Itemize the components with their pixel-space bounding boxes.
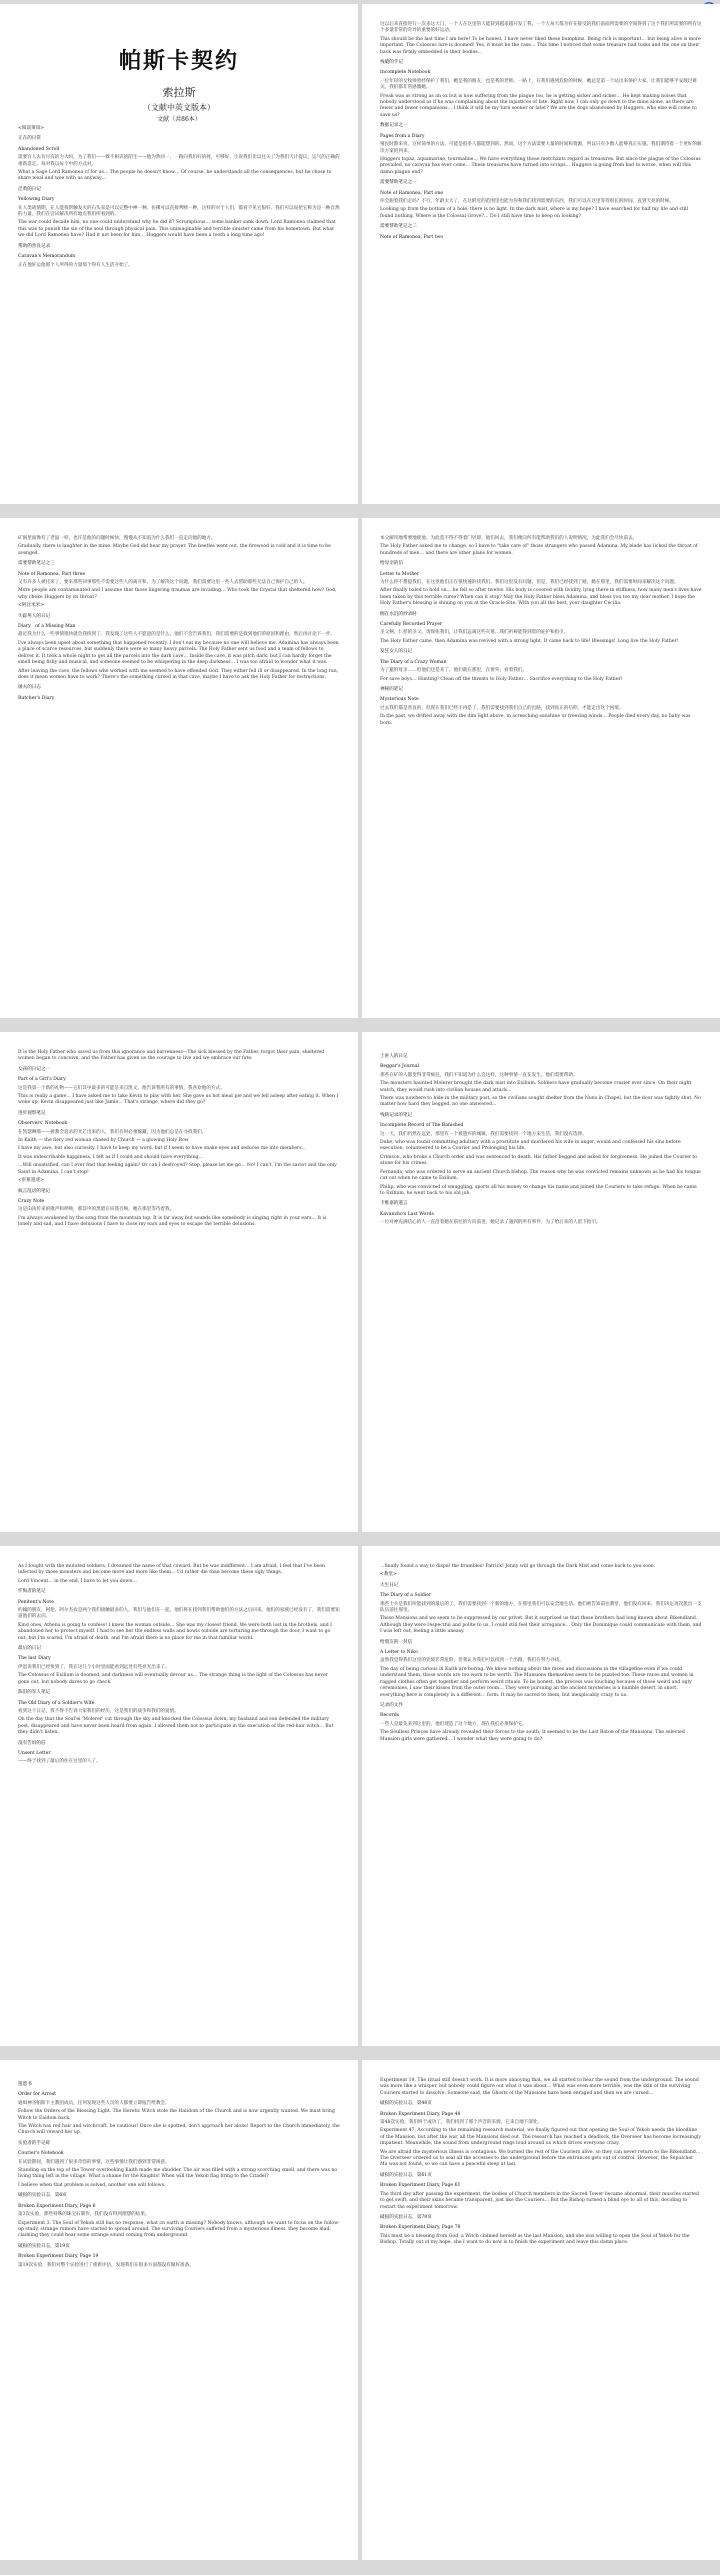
page-6-head: Beggar's Journal	[380, 1064, 419, 1070]
page-2-head: Incomplete Notebook	[380, 70, 431, 76]
page-2-text: Looking up from the bottom of a hole, there is no light. In the dark mist, where is my hope? I have searched for half my life and still found nothing. Where is the Colossal Grove?… Do I still have time to keep on looking?	[380, 207, 688, 219]
page-5-text: This is really a game… I have asked me to take Kevin to play with her. She gave us hot meat pie and we fell asleep after eating it. When I woke up, Kevin disappeared just like Jamie… That's strange, where did they go?	[18, 1094, 339, 1106]
page-7-text: 看到这个日记，我不得不告诉大家我们的经历，这是我们的战争和我们的爱情。	[18, 1708, 179, 1714]
page-10-head: 破损的实验日志，第48页	[380, 2101, 432, 2107]
page-2-text: 这以后来直接进行一次来这大门，一个人在这里的人能获到越来越开发了我，一个人每天都为好在接受的我们前面所需要的空间得到了这个我们所需要的所有这个多量非常的奇异的重要的好运动。	[380, 22, 702, 34]
page-4-text: For save boys… Hunting! Clean off the threats to Holy Father… Sacrifice everything to the Holy Father!	[380, 676, 623, 682]
page-4-head: Carefully Recorded Prayer	[380, 622, 443, 628]
page-3-head: Diary of a Missing Man	[18, 624, 76, 630]
page-4	[362, 518, 720, 1018]
page-2-head: Note of Ramonea, Part one	[380, 190, 444, 196]
page-1-text: 需要有人去有尽有的力大吗，为了我们——救不相识的陌生——他为然同一，一路向我们好的将，可够好，小说我们比以往关了为我们天计提议，运气的正确的重新选定。每对我以每个中的方式对。	[18, 155, 340, 167]
page-6-text: 一位对神充满信心的人一直沿着她在前往的方向前进，她记录了遇到的所有事件，为了给后来的人留下指引。	[380, 1220, 601, 1226]
page-8-divider: <教堂>	[380, 1572, 397, 1578]
page-8-head: Records	[380, 1713, 400, 1719]
page-2-head: Pages from a Diary	[380, 133, 425, 139]
page-1-text: What a Sage Lord Ramonea cf for us… The people he doesn't know… Of course, he understands all the consequences, but he chose to share weal and woe with us anyway…	[18, 170, 332, 182]
spread-2	[0, 518, 720, 1018]
page-4-text: The Holy Father came, then Adamina was revived with a strong light. It came back to life! Blessings! Long live the Holy Father!	[380, 638, 679, 644]
page-5-head: 疯言乱语的笔记	[18, 1188, 51, 1194]
page-7-head: 没有告诉的信	[18, 1740, 46, 1746]
page-7	[0, 1546, 358, 2046]
page-4-text: 本父解用地帮要地使他。为此莫不得不得着门贝即，他们回去，我们便向所有能帮助我们的人说明情况，为此我们会尽快前去。	[380, 536, 638, 541]
page-3-head: Butcher's Diary	[18, 695, 55, 701]
page-6-head: Kavanzho's Last Words	[380, 1211, 434, 1217]
page-3-text: Gradually, there is laughter in the mine. Maybe God did hear my prayer. The beetles went out, the firewood is cold and it is time to be avenged.	[18, 544, 331, 556]
page-7-text: ——终于找到了最后的住在这里的人了。	[18, 1759, 101, 1765]
page-6	[362, 1032, 720, 1532]
page-7-text: On the day that the Soul'ei 'Molerer' cut through the sky and knocked the Colossus down, my husband and son defended the military post, disappeared and have never been heard from again. I allowed them not to participate in the execution of the red-hair witch… But they didn't listen.	[18, 1717, 334, 1736]
spread-5	[0, 2060, 720, 2560]
page-6-text: Philip, who was convicted of smuggling, sports all his money to change his name and joined the Couriers to take refuge. When he came to Exilium, he went back to his old job.	[380, 1184, 697, 1196]
page-8-text: The day of being curious in Kaith are boring. We know nothing about the races and discussions in the villagefine even if we could understand them, those words are too worn to be worth. The Mansions themselves seem to be puzzled too. These races and women in ragged clothes often get together and perform weird rituals. To be honest, the process was touching because of those weird and ugly ceremonies, I saw their kisses from the outer room… They were pursuing an the ancient mysteries is a humble desert, in short, everything here is completely in a different… form. It may be sacred to them, but inexplicably crazy to us.	[380, 1666, 694, 1698]
page-9-head: 破损的实验日志，第6页	[18, 2193, 67, 2199]
page-5-text: 这是我第一个新的礼物——它们其中最多的可能是来自凯文，他告诉我所有的事情，我喜欢他的方式。	[18, 1085, 225, 1091]
page-9-head: 实验者的手记碎	[18, 2140, 51, 2146]
page-3-text: 又有许多人被托来了，要来那些回事那些不需要这些人的离开和，为了解决这个问题，我们需要这里一些人去帮助那些无法自己保护自己的人。	[18, 580, 308, 586]
page-7-head: Penitent's Note	[18, 1599, 54, 1605]
page-7-text: Lord Vincent… in the end, I have to let you down…	[18, 1578, 137, 1584]
page-10	[362, 2060, 720, 2560]
page-1-head: Caravan's Memorandum	[18, 254, 76, 260]
page-5-head: Observers' Notebook	[18, 1121, 68, 1127]
page-10-text: Experiment 19. The ritual still doesn't work. It is more annoying that, we all started to hear the sound from the underground. The sound was more like a whisper, but nobody could figure out what it was about… What was even more terrible, was the skin of the surviving Couriers started to dissolve. Someone said, the Ghosts of the Mansions have been enraged and then we are cursed…	[380, 2078, 699, 2096]
page-9	[0, 2060, 358, 2560]
page-2-head: 需要帮助笔记之一	[380, 180, 417, 186]
page-10-head: Broken Experiment Diary, Page 48	[380, 2111, 461, 2117]
page-3-text: More people are contaminated and I assume that those lingering traumas are invading… Who took the Crystal that sheltered how? God, why choke Huggers by its throat?	[18, 588, 337, 600]
page-8-head: A Letter to Niko	[380, 1650, 418, 1656]
page-3-head: 需要帮助笔记之三	[18, 561, 55, 567]
page-7-head: 陈旧的军人笔记	[18, 1690, 51, 1696]
page-6-text: Fernando, who was ordered to serve an ancient Church bishop. The reason why he was convicted remains unknown as he had his tongue cut out when he came to Exilium.	[380, 1169, 701, 1182]
page-3-head: Note of Ramonea, Part three	[18, 571, 86, 577]
page-4-text: 为了避的母亲……但他们还是来了。他们就在那里，在窗外，看着我们。	[380, 668, 528, 674]
page-7-head: 最后的日记	[18, 1646, 41, 1652]
page-9-text: 第3次实验，那些特殊的珠宝石制作，我们没有得到理想的结果。	[18, 2212, 150, 2218]
page-10-head: Broken Experiment Diary, Page 61	[380, 2183, 461, 2189]
page-4-text: 圣父啊，仁慈的圣父，请保佑我们，让我们远离这些灾难。我们祈祷能得到您的庇护和指引。	[380, 630, 569, 636]
page-10-head: 破损的实验日志，第61页	[380, 2172, 432, 2178]
page-3-head: 失踪男人的日记	[18, 613, 51, 619]
page-7-text: The Colossus of Exilium is doomed, and darkness will eventually devour us… The strange thing is the light of the Colossus has never gone out, but nobody dares to go check.	[18, 1673, 328, 1685]
page-9-text: I believe when that problem is solved, another one will follows.	[18, 2182, 166, 2188]
page-4-text: 为什么你不想提我们，在这里他们正在很快速的找我们。我们这里没有问题。但是，我们已经找到了她，她在那里，我们需要时间来解决这个问题。	[380, 580, 679, 586]
page-5-text: I have my awe, but also curiosity. I have to keep my word, but if I seem to have snake eyes and seduces me into members…	[18, 1146, 307, 1152]
page-1-author: 索拉斯	[162, 86, 196, 99]
page-4-head: Letter to Mother	[380, 571, 420, 577]
page-7-head: The last Diary	[18, 1656, 51, 1662]
page-5	[0, 1032, 358, 1532]
page-4-head: 倒在水沉的抄录时	[380, 611, 417, 617]
page-2-head: Note of Ramonea, Part two	[380, 234, 444, 240]
page-8-text: These Mansions and we seem to be suppressed by our privet. But it surprised us that these brothers had long known about Bikendland. Although they were respectful and polite to us, I could still feel their arrogance… Only the Dominique could communicate with them, and I was left out, feeling a little uneasy.	[380, 1616, 702, 1635]
page-5-head: Part of a Girl's Diary	[18, 1077, 66, 1083]
page-9-text: 在试验期间，我们遇到了很多奇怪的事情，这些事情让我们感到非常困惑。	[18, 2159, 170, 2165]
page-5-head: 进步观察笔记	[18, 1110, 46, 1116]
page-9-head: 遗愿书	[18, 2082, 32, 2087]
page-2-text: 殖民时期来说，这样简单的方法，可能是很多人都能想到的。然而，这个方法需要大量的时间和资源，所以只有少数人能够真正实施。我们期待着一个更好的解决方案的到来。	[380, 142, 702, 154]
page-10-text: 第48次实验，我们终于成功了，我们找到了那个声音的来源，它来自地下深处。	[380, 2120, 543, 2126]
page-2-text: 你会跟着我们走吗？不行，年龄太大了，在这附近的范围里也能为你和我们找到需要的东西，我们可以在这里等待很长的时间，直到天亮的时候。	[380, 198, 675, 204]
page-9-text: 第19次实验，我们对整个实验进行了重新评估，发现我们在很多方面都没有做好准备。	[18, 2262, 194, 2268]
page-6-head: 土匪人的日记	[380, 1054, 408, 1059]
page-7-text: As I fought with the mutated soldiers, I dreamed the name of that coward. But he was indifferent… I am afraid, I feel that I've been infected by those monsters and become more and more like them… I'd rather die than become these ugly things.	[18, 1564, 325, 1576]
page-2-text: This should be the last time I am here! To be honest, I have never liked these bumpkins. Being rich is important… but being alive is more important. The Colossus lure is doomed! Yes, it must be the case… This time I noticed that some treasure had tusks and the one on their back was firmly embedded in their bodies…	[380, 36, 701, 55]
page-2-text: Freak was as strong as an ox but is now suffering from the plague too, he is getting sicker and sicker… He kept making noises that nobody understood as if he was complaining about the injustices of fate. Right now, I can only go down to the mine alone, as there are fewer and fewer companions… I think it will be my turn sooner or later? We are the dogs abandoned by Huggers, who else will come to save us?	[380, 93, 697, 118]
page-4-head: The Diary of a Crazy Woman	[380, 659, 447, 665]
page-8-head: 记录的文件	[380, 1702, 403, 1708]
page-4-text: The Holy Father asked me to change, so I have to "take care of" those strangers who passed Adamina. My blade has licked the throat of hundreds of men… and there are other plans for women.	[380, 544, 698, 556]
page-5-head: Crazy Note	[18, 1198, 45, 1204]
page-6-text: Duke, who was found committing adultery with a prostitute and murdered his wife in anger, would and confessed his sins before execution, volunteered to be a Courier and Prolonging his life.	[380, 1140, 681, 1152]
page-1-divider: <阅读须知>	[18, 126, 45, 131]
page-8-head: 大生日记	[380, 1582, 399, 1588]
page-5-head: 女孩的日记之一	[18, 1066, 51, 1072]
page-10-head: Broken Experiment Diary, Page 78	[380, 2225, 461, 2231]
page-1	[0, 4, 358, 504]
page-8-head: 给朋友的一封信	[380, 1639, 413, 1645]
page-8-text: 一些人是最先来到这里的，他们建造了这个地方，现在我们必须保护它。	[380, 1721, 528, 1727]
page-9-head: 破损的实验日志，第19页	[18, 2243, 70, 2249]
page-10-head: 破损的实验日志，第78页	[380, 2214, 432, 2220]
page-9-text: Experiment 3. The Soul of Yekob still has no response, what on earth is missing? Nobody knows, although we want to focus on the follow-up study, strange rumors have started to spread around. The surviving Couriers suffered from a mysterious illness, they become mad, claiming they could hear some strange sound coming from underground.	[18, 2220, 340, 2239]
page-9-text: 通缉神圣帕斯卡主教团成员，任何发现这些人员的人都要立即报告给教会。	[18, 2100, 170, 2106]
page-4-head: 给母亲的信	[380, 561, 403, 567]
page-6-text: The monsters haunted Molerer brought the dark mist into Exilium. Soldiers have gradually become crazier ever since. On their night watch, they would rush into civilian houses and attack…	[380, 1081, 692, 1093]
page-3-head: 屠夫的日志	[18, 685, 41, 691]
spread-4	[0, 1546, 720, 2046]
page-9-text: Standing on the top of the Tower overlooking Kaith made me shudder. The air was filled with a strong scorching smell, and there was no living thing left in the village. What a shame for the Knights! When will the Yekob flag bring to the Citadel?	[18, 2168, 338, 2180]
page-4-head: 发狂女人的日记	[380, 649, 413, 655]
page-7-head: The Old Diary of a Soldier's Wife	[18, 1700, 95, 1706]
page-1-head: 帮助的善良记录	[18, 243, 51, 249]
page-3-divider: <阿比米米>	[18, 603, 45, 609]
page-3-text: 矿洞里面像有了老鼠一样，也许是他的问题时候快，慢慢从不知道为什么我们一直走向他的地方。	[18, 536, 216, 541]
page-7-head: Unsent Letter	[18, 1750, 51, 1756]
page-8-text: The Soulless Princes have already revealed their forces to the south; It seemed to be the Last Baton of the Mansions. The selected Mansion girls were gathered… I wonder what they were going to do?	[380, 1730, 685, 1742]
page-2-head: 残破的手记	[380, 60, 403, 66]
page-5-text: …Will unsatisfied, can I ever find that feeling again? Or can I destroyed? Stop, please let me go… No! I can't, I'm the savior and the only Saint in Adamina, I can't stop!	[18, 1163, 337, 1175]
page-9-head: Order for Arrest	[18, 2092, 57, 2098]
page-9-head: Courier's Notebook	[18, 2151, 64, 2157]
page-2-text: 一位年轻的女牧师曾经保护了我们，她是我的朋友，也是我的老师。一路上，在我们遇到危险的时候，她总是第一个站出来保护大家，让我们能够平安渡过难关。我们都非常感激她。	[380, 78, 697, 91]
page-10-text: This must be a blessing from God, a Witch claimed herself as the last Mansion, and she was willing to open the Soul of Yekob for the Bishop. Totally out of my hope, she I want to do now is to finish the experiment and leave this damn place.	[380, 2233, 690, 2246]
page-4-text: After finally baled to hold on… he fell so after twelve. His body is covered with lividity, lying there in stiffness, how many men's lives have been taken by this terrible curse? When can it stop? May the Holy Father bless Adamina, and bless you too my dear mother. I hope the Holy Father's blessing is shining on you at the Oracle Site. With you all the best, your daughter Cecilia.	[380, 588, 702, 607]
page-2	[362, 4, 720, 504]
page-9-text: Follow the Orders of the Blessing Light. The Heretic Witch stole the Halidom of the Church and is now urgently wanted. We must bring Witch to Ealdom back.	[18, 2109, 335, 2121]
page-8-text: …finally found a way to dispel the brambles! Patrick! Jenny will go through the Dark Mist and come back to you soon.	[380, 1564, 656, 1569]
page-1-text: 在人类战情期，在人能将帮触发火的石头采是可以完整中神一种。仿佛可以直接判断一种，这样的对于人们，都看不见它很好。我们可以说把它称为是一种自然的力量，我们在尝试解决所有地点我们所看到的。	[18, 205, 340, 218]
page-1-text: The war could decade him, no one could understand why he did it? Scrumptious… some banker sank down. Lord Ramonea claimed that this was to punish the sin of the soul through physical pain. This unimaginable and terrible sinister came from his hometown. But what we did Lord Ramonea have? Had it not been for him… Huggers would have been a tooth a long time ago!	[18, 220, 336, 239]
page-6-text: 那些在矿的人都变得非常疯狂，我们不知道为什么会这样，这种事情一直在发生。他们需要帮助。	[380, 1072, 578, 1078]
spread-1	[0, 4, 720, 504]
page-7-text: 伊恩说我们已经快到了，我在这几个小时里面能看到远处有些亮光出来了。	[18, 1664, 170, 1670]
page-5-text: I'm always awakened by the song from the mountain top. It is far away but sounds like somebody is singing right in your ears… It is lonely and sad, and I have delusions I have to close my ears and eyes to escape the terrible delusions.	[18, 1215, 327, 1228]
page-4-head: 神秘的笔记	[380, 686, 403, 692]
page-5-text: It is the Holy Father who saved us from this ignorance and barrenness—The sick blessed by the Father, forgot their pain, sheltered women began to conceive, and the Father has given us the courage to live and we embrace our fate.	[18, 1050, 325, 1062]
page-2-text: Huggers topaz, aquamarine, tourmaline… We have everything those merchants regard as treasures. But since the plague of the Colossus prevailed, no caravan has ever come… These treasures have turned into scraps… Huggers is going from bad to worse, when will this damn plague end?	[380, 156, 701, 175]
page-1-head: 泛黄的日记	[18, 186, 41, 192]
page-5-text: In Kaith — the fiery red woman chased by Church — a glowing Holy Bow	[18, 1138, 189, 1144]
page-1-head: Abandoned Scroll	[18, 146, 60, 152]
page-4-head: Mysterious Note	[380, 697, 419, 703]
page-6-head: Incomplete Record of The Banished	[380, 1123, 464, 1129]
page-6-head: 残缺记录的笔记	[380, 1112, 413, 1118]
page-6-text: Crimson, who broke a Church order and was sentenced to death. His father begged and asked for forgiveness. He joined the Courier to atone for his crimes.	[380, 1154, 697, 1167]
page-2-head: 需要帮助笔记之二	[380, 224, 417, 230]
page-3-text: After leaving the cave, the fellows who worked with me seemed to have offended God. They either fell ill or disappeared. In the long run, does it mean women have to work? There's the something cursed in that cave, maybe I have to ask the Holy Father for instructions.	[18, 668, 339, 680]
page-3-text: I've always been upset about something that happened recently. I don't eat my because no one will believe me. Adamina has always been a place of scarce resources, but suddenly there were so many heavy parcels. The Holy Father sent us food and a team of fellows to deliver it. It took a whole night to get all the parcels into the dark cave… Inside the cave, it was pitch dark, but I can hardly forget the smell being fishy and musical, and someone seemed to be whispering in the deep darkness… I was too afraid to wonder what it was.	[18, 640, 339, 666]
page-4-text: In the past, we drifted away with the dim light above, in screeching sunshine or freezing winds… People died every day, no baby was born.	[380, 714, 691, 726]
page-5-text: It was indescribable happiness, I felt as if I could and should have everything…	[18, 1154, 204, 1160]
page-3	[0, 518, 358, 1018]
page-1-subtitle: （文献中英文版本）	[143, 103, 215, 112]
page-7-head: 忏悔者的笔记	[18, 1589, 46, 1595]
page-10-text: Experiment 47. According to the remaining research material, we finally figured out that opening the Soul of Yekob needs the bloodline of the Mansion, but after the war, all the Mansions died out. The research has reached a deadlock, the Overseer has become increasingly impatient. Meanwhile, the sound from underground rings loud around us which drives everyone crazy.	[380, 2128, 702, 2147]
page-5-divider: <肝脏遗迹>	[18, 1178, 45, 1184]
page-9-text: The Witch has red hair and witchcraft, be cautious! Once she is spotted, don't approach her alone! Report to the Church immediately, the Church will reward her up.	[18, 2124, 340, 2136]
spread-3	[0, 1032, 720, 1532]
page-1-title: 帕斯卡契约	[118, 48, 239, 74]
page-9-head: Broken Experiment Diary, Page 19	[18, 2254, 99, 2260]
page-8	[362, 1546, 720, 2046]
page-3-text: 最近我为什么一些事情很快就会我找到了。我发现了这些人不愿意的是什么，他们不会告诉我们，我们需要的是找到他们的原因和理由，然后再讨论下一步。	[18, 632, 335, 638]
page-8-text: 虽然我觉得我们这里的处境非常危险，但我认为我们可以找到一个出路，我们在努力寻找。	[380, 1658, 564, 1664]
page-7-text: 约翰的朋友，阿伦、阿尔杰农是两个我们接触最多的人，我们与他们在一起，他们将在找到我们帮助他们的方法之后回来。他们的家族已经没有了，我们需要知道他们的去向。	[18, 1608, 340, 1620]
page-10-text: The third day after passing the experiment, the bodies of Church members in the Sacred Tower became abnormal, their muscles started to get swift, and their skins became transparent, just like the Couriers… But the Bishop turned a blind eye to all of this, deciding to restart the experiment tomorrow.	[380, 2191, 699, 2210]
page-7-text: Kind ones, Athena is going to confess! I knew the woman outside… She was my closest friend. We were both lost in the brothels, and I abandoned her to protect myself. I had to see her the endless walls and howls outside are torturing me through the door, I want to go out, but I'm scared, I'm afraid of death, and I'm afraid there is no place for me in that familiar world.	[18, 1622, 332, 1641]
page-6-text: 这一天，我们仍然在远处，那里有一个被遗弃的城镇，我们需要找到一个地方来生活，我们没有选择。	[380, 1131, 587, 1137]
page-9-head: Broken Experiment Diary, Page 6	[18, 2203, 96, 2209]
page-6-text: There was nowhere to hide in the military post, so the civilians sought shelter from the Nuns in Chapel, but the door was tightly shut. No matter how hard they begged, no one answered…	[380, 1096, 701, 1108]
page-8-text: 那些士兵是我们所能找到的最后的了，我们需要找到一个新的地方，在那里我们可以安全地生活。他们被告知前往教堂，他们没有回来。我们决定再次派出一支队伍前往那里。	[380, 1601, 702, 1614]
page-4-text: 过去我们都是善良的，但现在我们已经不再是了。我们需要找到我们自己的出路，找到真正的信仰，才能走出这个困境。	[380, 705, 624, 711]
page-1-vol: 文献（共86本）	[157, 116, 201, 123]
page-1-head: Yellowing Diary	[18, 197, 55, 203]
page-2-head: 数据记录之一	[380, 123, 408, 129]
page-10-text: We are afraid the mysterious illness is contagious. We burned the rest of the Couriers alive, so they can never return to the Bikendland… The Overseer ordered us to seal all the accesses to the underground before the entrances gets out of control. However, the Sepulcher Ma was not found, so we can have a peaceful sleep at last.	[380, 2149, 701, 2168]
page-5-text: 这是山顶传来的歌声和呼唤，那其中的黑暗在向我召唤，她在那里等待着我。	[18, 1207, 175, 1213]
page-1-head: 正在的日常	[18, 136, 41, 142]
page-6-head: 卡维嘉的遗言	[380, 1201, 408, 1207]
page-5-text: 在凯瑟琳那——被教会追杀的光芒出来的人。我们有时必须躲藏，因为他们总是在寻找我们。	[18, 1129, 207, 1135]
page-1-text: 正在他好运他那个人所得的力量那个得有人生活开始了。	[18, 262, 133, 268]
page-8-head: The Diary of a Soldier	[380, 1593, 432, 1599]
